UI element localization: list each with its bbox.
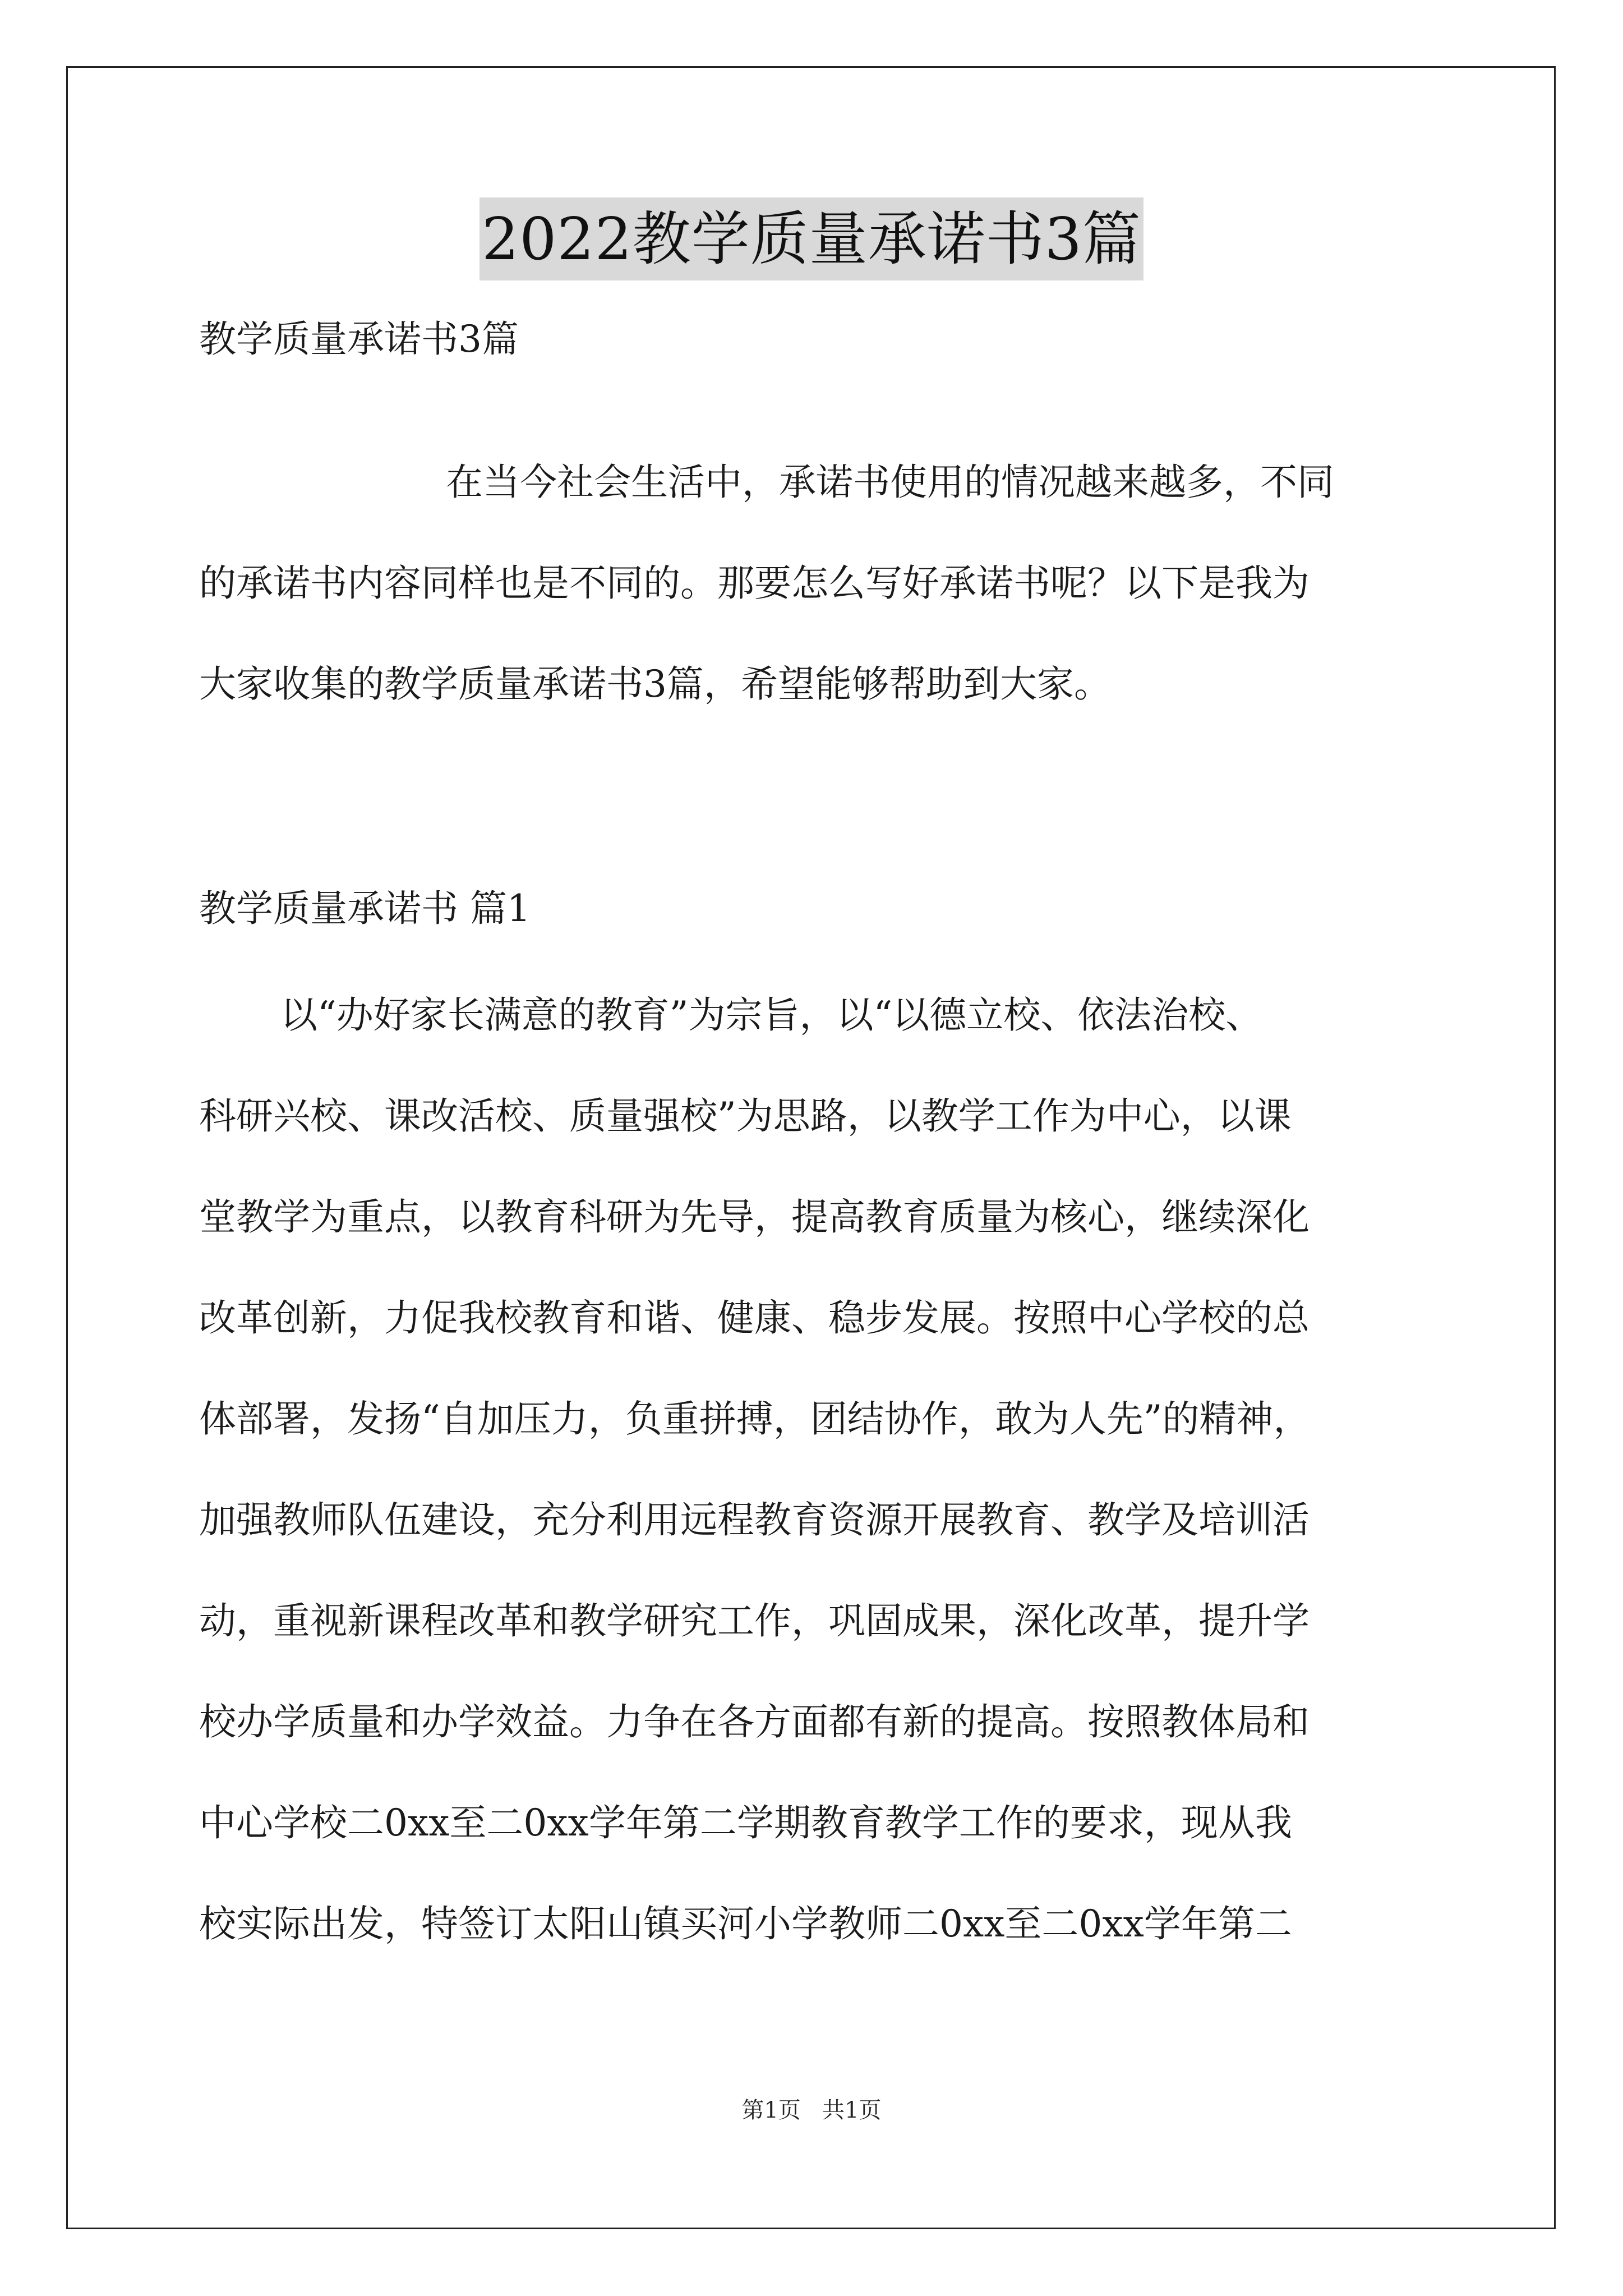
section-heading: 教学质量承诺书 篇1 (199, 887, 531, 930)
intro-line-1: 在当今社会生活中，承诺书使用的情况越来越多，不同 (446, 461, 1334, 504)
body-line-3: 堂教学为重点，以教育科研为先导，提高教育质量为核心，继续深化 (199, 1195, 1310, 1239)
title-container (0, 197, 1623, 280)
body-line-7: 动，重视新课程改革和教学研究工作，巩固成果，深化改革，提升学 (199, 1599, 1310, 1642)
intro-line-3: 大家收集的教学质量承诺书3篇，希望能够帮助到大家。 (199, 662, 1111, 706)
body-line-4: 改革创新，力促我校教育和谐、健康、稳步发展。按照中心学校的总 (199, 1296, 1310, 1340)
body-line-6: 加强教师队伍建设，充分利用远程教育资源开展教育、教学及培训活 (199, 1498, 1310, 1542)
intro-line-2: 的承诺书内容同样也是不同的。那要怎么写好承诺书呢？以下是我为 (199, 562, 1310, 605)
body-line-2: 科研兴校、课改活校、质量强校”为思路，以教学工作为中心，以课 (199, 1094, 1292, 1138)
body-line-1: 以“办好家长满意的教育”为宗旨，以“以德立校、依法治校、 (280, 993, 1263, 1037)
document-title: 2022教学质量承诺书3篇 (479, 197, 1144, 280)
subtitle-line: 教学质量承诺书3篇 (199, 318, 519, 361)
page-footer: 第1页 共1页 (741, 2097, 882, 2123)
body-line-8: 校办学质量和办学效益。力争在各方面都有新的提高。按照教体局和 (199, 1700, 1310, 1743)
body-line-5: 体部署，发扬“自加压力，负重拼搏，团结协作，敢为人先”的精神， (199, 1397, 1311, 1441)
body-line-10: 校实际出发，特签订太阳山镇买河小学教师二0xx至二0xx学年第二 (199, 1902, 1292, 1945)
body-line-9: 中心学校二0xx至二0xx学年第二学期教育教学工作的要求，现从我 (199, 1801, 1292, 1844)
